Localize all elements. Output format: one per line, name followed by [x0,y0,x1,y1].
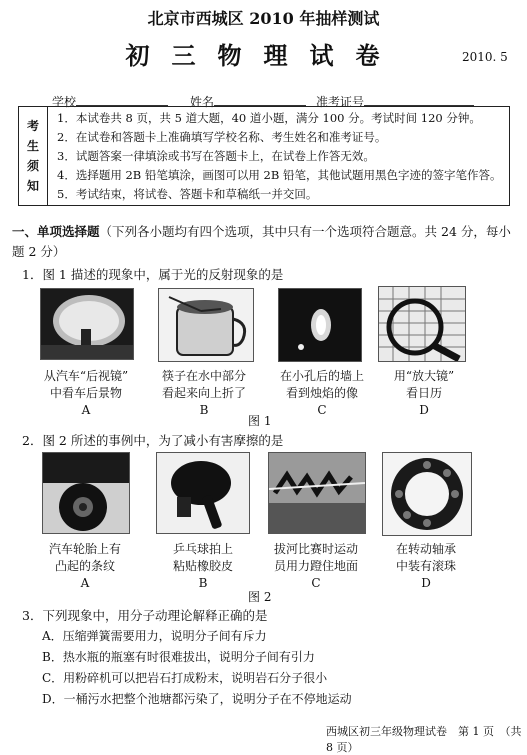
figure2-caption-b: 乒乓球拍上 粘贴橡胶皮 B [172,542,233,590]
figure2-caption-c: 拔河比赛时运动 员用力蹬住地面 C [273,542,358,590]
figure1-caption-a: 从汽车“后视镜” 中看车后景物 A [43,369,129,417]
exam-subtitle: 初三物理试卷 [125,41,402,70]
tug-of-war-photo [268,452,366,534]
exam-header-title: 北京市西城区 2010 年抽样测试 [147,9,380,28]
question-3-option-b: B．热水瓶的瓶塞有时很难拔出，说明分子间有引力 [42,650,315,664]
section-title: 一、单项选择题 [12,224,100,239]
section-heading [12,222,512,262]
rearview-mirror-photo [40,288,134,360]
question-2-stem: 2．图 2 所述的事例中，为了减小有害摩擦的是 [22,433,284,448]
notice-item: 2．在试卷和答题卡上准确填写学校名称、考生姓名和准考证号。 [57,130,387,144]
name-label: 姓名 [190,95,215,109]
figure2-label: 图 2 [248,590,272,604]
figure1-caption-b: 筷子在水中部分 看起来向上折了 B [161,369,246,417]
question-3-option-a: A．压缩弹簧需要用力，说明分子间有斥力 [42,629,267,643]
car-tire-photo [42,452,130,534]
page-footer: 西城区初三年级物理试卷 第 1 页 （共 8 页） [326,725,522,754]
school-label: 学校 [52,95,77,109]
question-3-option-c: C．用粉碎机可以把岩石打成粉末，说明岩石分子很小 [42,671,328,685]
question-3-stem: 3．下列现象中，用分子动理论解释正确的是 [22,608,268,623]
notice-item: 3．试题答案一律填涂或书写在答题卡上，在试卷上作答无效。 [57,149,375,163]
question-1-stem: 1．图 1 描述的现象中，属于光的反射现象的是 [22,267,284,282]
figure1-label: 图 1 [248,414,272,428]
exam-date: 2010. 5 [462,50,508,64]
notice-list [57,109,501,204]
ticket-label: 准考证号 [316,95,365,109]
notice-item: 4．选择题用 2B 铅笔填涂，画图可以用 2B 铅笔，其他试题用黑色字迹的签字笔作答。 [57,168,502,182]
magnifier-calendar-photo [378,286,466,362]
section-description: （下列各小题均有四个选项，其中只有一个选项符合题意。共 24 分，每小题 2 分） [12,224,511,259]
notice-side-label: 考 生 须 知 [19,107,48,205]
ball-bearing-photo [382,452,472,536]
figure2-caption-d: 在转动轴承 中装有滚珠 D [395,542,456,590]
figure2-caption-a: 汽车轮胎上有 凸起的条纹 A [48,542,121,590]
question-3-option-d: D．一桶污水把整个池塘都污染了，说明分子在不停地运动 [42,692,352,706]
notice-item: 1．本试卷共 8 页，共 5 道大题，40 道小题，满分 100 分。考试时间 120 分钟。 [57,111,481,125]
chopsticks-in-cup-photo [158,288,254,362]
pinhole-candle-photo [278,288,362,362]
figure1-caption-d: 用“放大镜” 看日历 D [393,369,455,417]
notice-item: 5．考试结束，将试卷、答题卡和草稿纸一并交回。 [57,187,318,201]
table-tennis-paddle-photo [156,452,250,534]
exam-notice-box [18,106,510,206]
figure1-caption-c: 在小孔后的墙上 看到烛焰的像 C [279,369,364,417]
